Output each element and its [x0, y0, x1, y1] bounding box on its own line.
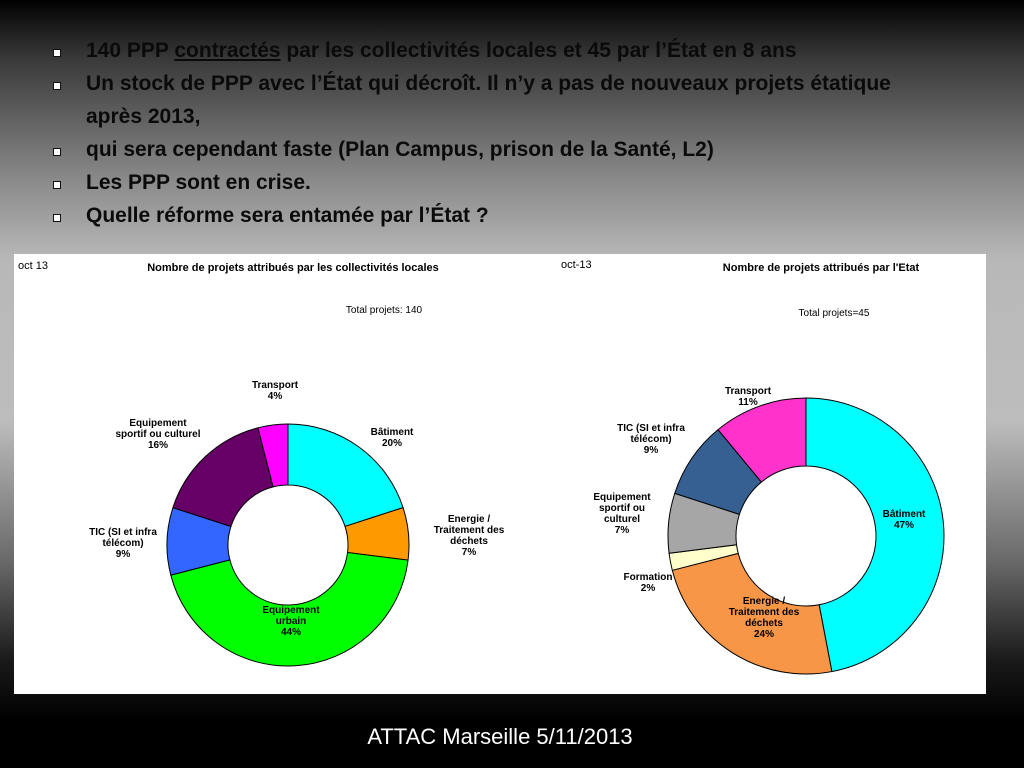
- chart-1-slice-label: Energie / Traitement des déchets 7%: [433, 514, 505, 558]
- chart-2-slice-label: Transport 11%: [724, 386, 772, 408]
- bullet-item: Quelle réforme sera entamée par l’État ?: [50, 199, 950, 232]
- chart-2-corner-label: oct-13: [561, 259, 592, 271]
- bullet-item: qui sera cependant faste (Plan Campus, prison de la Santé, L2): [50, 133, 950, 166]
- chart-2-slice-label: Formation 2%: [623, 572, 673, 594]
- chart-1-slice: [173, 428, 273, 527]
- charts-panel: [14, 254, 986, 694]
- chart-2-slice-label: Equipement sportif ou culturel 7%: [593, 492, 651, 536]
- bullet-text-before: 140 PPP: [86, 39, 175, 62]
- bullet-text-after: par les collectivités locales et 45 par l’État en 8 ans: [280, 39, 797, 62]
- bullet-list: [50, 34, 950, 232]
- chart-1-slice-label: Equipement sportif ou culturel 16%: [115, 418, 201, 451]
- chart-1-title: Nombre de projets attribués par les collectivités locales: [147, 262, 439, 274]
- charts-svg: [14, 254, 986, 694]
- bullet-item: Les PPP sont en crise.: [50, 166, 950, 199]
- chart-1-total: Total projets: 140: [345, 305, 423, 316]
- footer-text: ATTAC Marseille 5/11/2013: [367, 724, 633, 749]
- chart-1-slice-label: Bâtiment 20%: [370, 427, 414, 449]
- chart-1-slice-label: Equipement urbain 44%: [262, 605, 320, 638]
- bullet-item: Un stock de PPP avec l’État qui décroît. Il n’y a pas de nouveaux projets étatique après 2013,: [50, 67, 950, 133]
- chart-1-corner-label: oct 13: [18, 260, 48, 272]
- chart-2-title: Nombre de projets attribués par l'Etat: [722, 262, 920, 274]
- chart-2-slice-label: TIC (SI et infra télécom) 9%: [617, 423, 685, 456]
- bullet-item: [50, 34, 950, 67]
- chart-2-slice: [806, 398, 944, 672]
- chart-2-slice-label: Bâtiment 47%: [882, 509, 926, 531]
- chart-1-labels: [89, 380, 505, 638]
- chart-2-slices: [668, 398, 944, 674]
- chart-1-slice-label: TIC (SI et infra télécom) 9%: [89, 527, 157, 560]
- chart-2-slice-label: Energie / Traitement des déchets 24%: [728, 596, 800, 640]
- chart-1-slice-label: Transport 4%: [251, 380, 299, 402]
- bullet-underlined-word: contractés: [174, 39, 281, 62]
- chart-2-total: Total projets=45: [798, 308, 870, 319]
